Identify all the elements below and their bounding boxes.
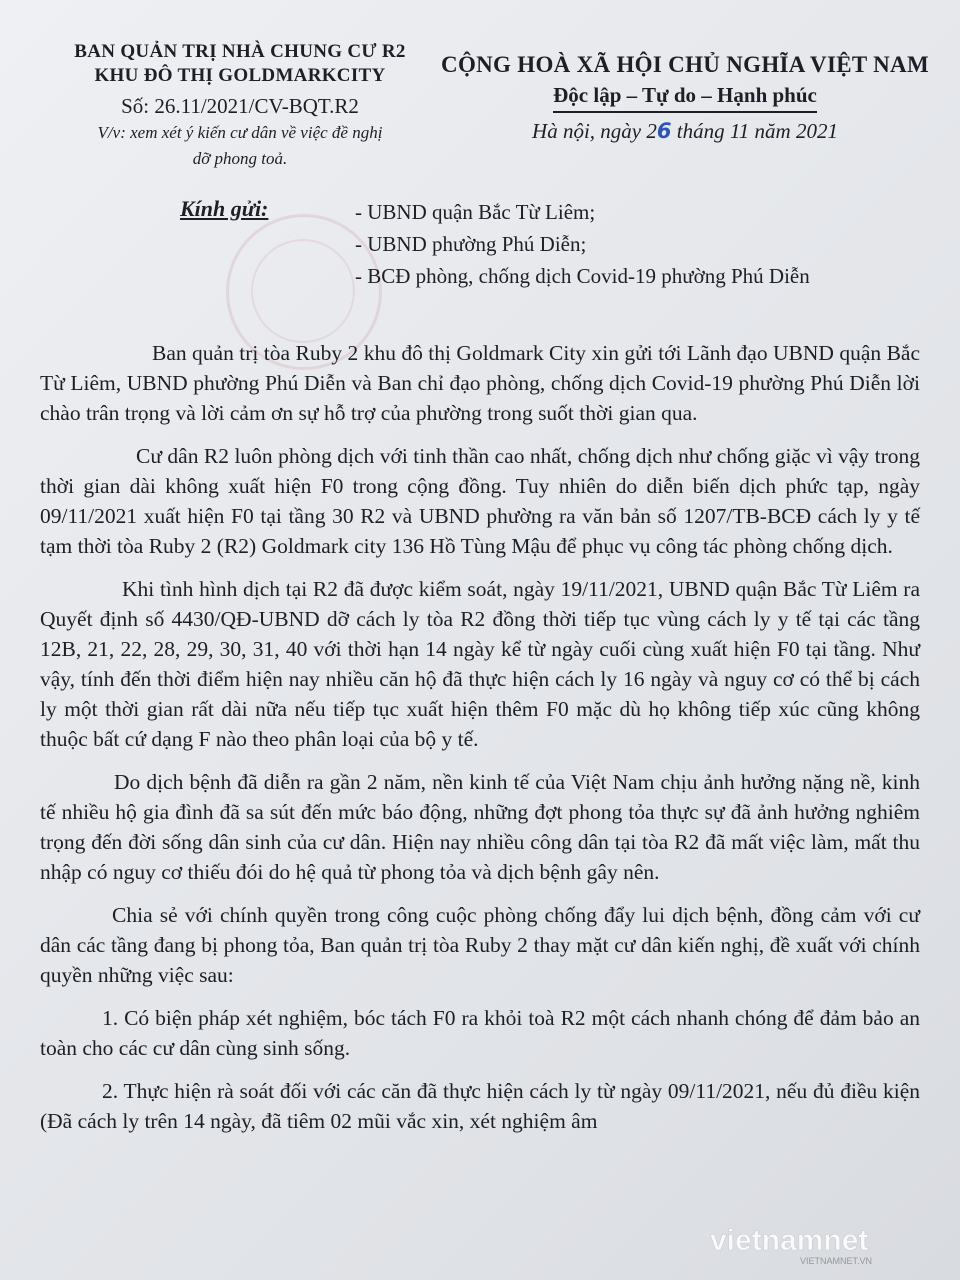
recipient-item: - UBND quận Bắc Từ Liêm; — [355, 200, 596, 224]
recipients-list — [355, 196, 810, 292]
vietnamnet-watermark — [700, 1220, 930, 1270]
date-suffix: tháng 11 năm 2021 — [671, 119, 838, 143]
letter-body — [40, 338, 920, 1149]
body-paragraph: Chia sẻ với chính quyền trong công cuộc phòng chống đẩy lui dịch bệnh, đồng cảm với cư dân các tầng đang bị phong tỏa, Ban quản trị tòa Ruby 2 thay mặt cư dân kiến nghị, đề xuất với chính quyền những việc sau: — [40, 903, 920, 987]
seal-inner-ring — [251, 239, 355, 343]
body-paragraph: Do dịch bệnh đã diễn ra gần 2 năm, nền kinh tế của Việt Nam chịu ảnh hưởng nặng nề, kinh tế nhiều hộ gia đình đã sa sút đến mức báo động, những đợt phong tỏa thực sự đã ảnh hưởng nghiêm trọng đến đời sống dân sinh của cư dân. Hiện nay nhiều công dân tại tòa R2 đã mất việc làm, mất thu nhập có nguy cơ thiếu đói do hệ quả từ phong tỏa và dịch bệnh gây nên. — [40, 770, 920, 884]
nation-title: CỘNG HOÀ XÃ HỘI CHỦ NGHĨA VIỆT NAM — [441, 52, 929, 77]
issuer-name-line2: KHU ĐÔ THỊ GOLDMARKCITY — [94, 65, 386, 86]
date-prefix: Hà nội, ngày 2 — [532, 119, 657, 143]
issuer-block — [40, 40, 440, 172]
issuer-name-line1: BAN QUẢN TRỊ NHÀ CHUNG CƯ R2 — [74, 41, 406, 62]
recipient-item: - UBND phường Phú Diễn; — [355, 232, 587, 256]
body-paragraph: Khi tình hình dịch tại R2 đã được kiểm soát, ngày 19/11/2021, UBND quận Bắc Từ Liêm ra Quyết định số 4430/QĐ-UBND dỡ cách ly tòa R2 đồng thời tiếp tục vùng cách ly y tế tại các tầng 12B, 21, 22, 28, 29, 30, 31, 40 với thời hạn 14 ngày kể từ ngày cuối cùng xuất hiện F0 tại tầng. Như vậy, tính đến thời điểm hiện nay nhiều căn hộ đã thực hiện cách ly 16 ngày và nguy cơ có thể bị cách ly một thời gian rất dài nữa nếu tiếp tục xuất hiện thêm F0 mặc dù họ không tiếp xúc cũng không thuộc bất cứ dạng F nào theo phân loại của bộ y tế. — [40, 577, 920, 751]
subject-line2: dỡ phong toả. — [192, 149, 288, 168]
body-paragraph: Ban quản trị tòa Ruby 2 khu đô thị Goldmark City xin gửi tới Lãnh đạo UBND quận Bắc Từ Liêm, UBND phường Phú Diễn và Ban chỉ đạo phòng, chống dịch Covid-19 phường Phú Diễn lời chào trân trọng và lời cảm ơn sự hỗ trợ của phường trong suốt thời gian qua. — [40, 341, 920, 425]
recipient-item: - BCĐ phòng, chống dịch Covid-19 phường Phú Diễn — [355, 264, 810, 288]
body-paragraph: Cư dân R2 luôn phòng dịch với tinh thần cao nhất, chống dịch như chống giặc vì vậy trong thời gian dài không xuất hiện F0 trong cộng đồng. Tuy nhiên do diễn biến dịch phức tạp, ngày 09/11/2021 xuất hiện F0 tại tầng 30 R2 và UBND phường ra văn bản số 1207/TB-BCĐ cách ly y tế tạm thời tòa Ruby 2 (R2) Goldmark city 136 Hồ Tùng Mậu để phục vụ công tác phòng chống dịch. — [40, 444, 920, 558]
document-number: Số: 26.11/2021/CV-BQT.R2 — [121, 94, 359, 118]
request-item: 2. Thực hiện rà soát đối với các căn đã thực hiện cách ly từ ngày 09/11/2021, nếu đủ điều kiện (Đã cách ly trên 14 ngày, đã tiêm 02 mũi vắc xin, xét nghiệm âm — [40, 1079, 920, 1133]
handwritten-day-digit: 6 — [656, 119, 672, 143]
national-motto: Độc lập – Tự do – Hạnh phúc — [553, 80, 817, 113]
subject-line1: V/v: xem xét ý kiến cư dân về việc đề nghị — [97, 123, 383, 142]
recipients-label: Kính gửi: — [180, 196, 269, 221]
document-date — [430, 115, 940, 147]
request-item: 1. Có biện pháp xét nghiệm, bóc tách F0 ra khỏi toà R2 một cách nhanh chóng để đảm bảo an toàn cho các cư dân cùng sinh sống. — [40, 1006, 920, 1060]
watermark-subtext: VIETNAMNET.VN — [800, 1256, 873, 1266]
national-header — [430, 50, 940, 147]
watermark-text: vietnamnet — [710, 1224, 869, 1257]
